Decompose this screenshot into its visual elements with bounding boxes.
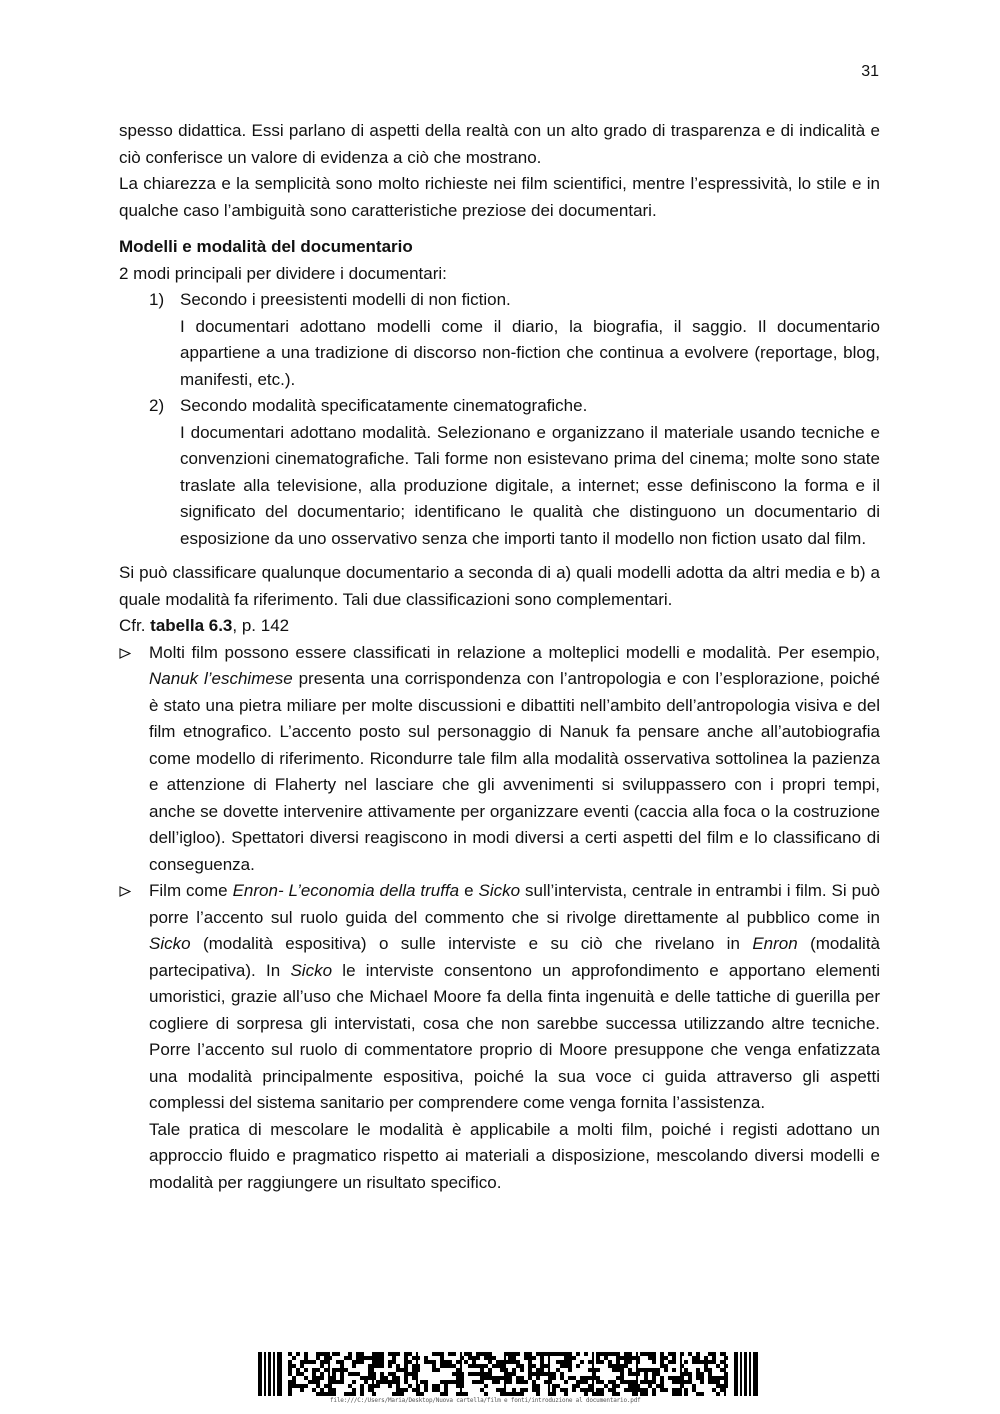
list-item <box>119 287 880 393</box>
list-item-body: I documentari adottano modalità. Selezionano e organizzano il materiale usando tecniche e convenzioni cinematografiche. Tali forme non esistevano prima del cinema; molte sono state traslate alla televisione, alla produzione digitale, a internet; esse definiscono la forma e il significato del documentario; identificano le qualità che distinguono un documentario di esposizione da uno osservativo senza che importi tanto il modello non fiction usato dal film. <box>180 422 880 548</box>
film-title: Nanuk l’eschimese <box>149 669 293 688</box>
classification-paragraph: Si può classificare qualunque documentario a seconda di a) quali modelli adotta da altri media e b) a quale modalità fa riferimento. Tali due classificazioni sono complementari. <box>119 563 880 609</box>
bullet-text: Molti film possono essere classificati in relazione a molteplici modelli e modalità. Per esempio, Nanuk l’eschimese presenta una corrispondenza con l’antropologia e con l’esplorazione, poiché è stato una pietra miliare per molte discussioni e dibattiti nell’ambito dell’antropologia visiva e del film etnografico. L’accento posto sul personaggio di Nanuk fa pensare anche all’autobiografia come modello di riferimento. Ricondurre tale film alla modalità osservativa sottolinea la pazienza e attenzione di Flaherty nel lasciare che gli avvenimenti si sviluppassero con i propri tempi, anche se dovette intervenire attivamente per organizzare eventi (caccia alla foca o la costruzione dell’igloo). Spettatori diversi reagiscono in modi diversi a certi aspetti del film e lo classificano di conseguenza. <box>149 642 880 874</box>
numbered-list <box>119 287 880 552</box>
film-title: Sicko <box>478 881 521 900</box>
film-title: Sicko <box>290 960 333 980</box>
triangle-outline-icon <box>119 648 131 659</box>
section-heading: Modelli e modalità del documentario <box>119 237 413 256</box>
intro-paragraph-1: spesso didattica. Essi parlano di aspetti della realtà con un alto grado di trasparenza e di indicalità e ciò conferisce un valore di evidenza a ciò che mostrano. <box>119 121 880 167</box>
intro-paragraph-2: La chiarezza e la semplicità sono molto richieste nei film scientifici, mentre l’espressività, lo stile e in qualche caso l’ambiguità sono caratteristiche preziose dei documentari. <box>119 174 880 220</box>
table-reference: tabella 6.3 <box>150 616 233 635</box>
list-item-body: I documentari adottano modelli come il diario, la biografia, il saggio. Il documentario appartiene a una tradizione di discorso non-fiction che continua a evolvere (reportage, blog, manifesti, etc.). <box>180 316 880 389</box>
film-title: Sicko <box>149 934 191 953</box>
barcode-icon <box>258 1352 758 1396</box>
cfr-reference <box>119 613 880 640</box>
bullet-continuation: Tale pratica di mescolare le modalità è applicabile a molti film, poiché i registi adottano un approccio fluido e pragmatico rispetto ai materiali a disposizione, mescolando diversi modelli e modalità per raggiungere un risultato specifico. <box>149 1119 880 1192</box>
list-item <box>119 393 880 552</box>
bullet-list <box>119 640 880 1197</box>
list-item-title: Secondo modalità specificatamente cinematografiche. <box>180 396 588 415</box>
list-number: 1) <box>149 290 165 309</box>
document-body <box>119 118 880 1196</box>
cfr-prefix: Cfr. <box>119 616 151 635</box>
list-number: 2) <box>149 396 165 415</box>
film-title: Enron <box>752 934 798 953</box>
bullet-item <box>119 640 880 879</box>
triangle-outline-icon <box>119 886 131 897</box>
page-number: 31 <box>861 63 879 80</box>
barcode-caption: file:///C:/Users/Maria/Desktop/Nuova cartella/film e fonti/introduzione al documentario.pdf <box>330 1397 641 1404</box>
section-lead: 2 modi principali per dividere i documentari: <box>119 263 447 283</box>
bullet-text: Film come Enron- L’economia della truffa e Sicko sull’intervista, centrale in entrambi i film. Si può porre l’accento sul ruolo guida del commento che si rivolge direttamente al pubblico come in Sicko (modalità espositiva) o sulle interviste e su ciò che rivelano in Enron (modalità partecipativa). In Sicko le interviste consentono un approfondimento e apportano elementi umoristici, grazie all’uso che Michael Moore fa della finta ingenuità e delle tattiche di guerilla per cogliere di sorpresa gli intervistati, cosa che non sarebbe successa utilizzando altre tecniche. Porre l’accento sul ruolo di commentatore proprio di Moore presuppone che venga enfatizzata una modalità principalmente espositiva, poiché la sua voce ci guida attraverso gli aspetti complessi del sistema sanitario per comprendere come venga fornita l’assistenza. <box>149 881 881 1112</box>
list-item-title: Secondo i preesistenti modelli di non fiction. <box>180 290 511 309</box>
bullet-item <box>119 878 880 1196</box>
cfr-suffix: , p. 142 <box>232 616 290 635</box>
film-title: Enron- L’economia della truffa <box>232 881 460 900</box>
